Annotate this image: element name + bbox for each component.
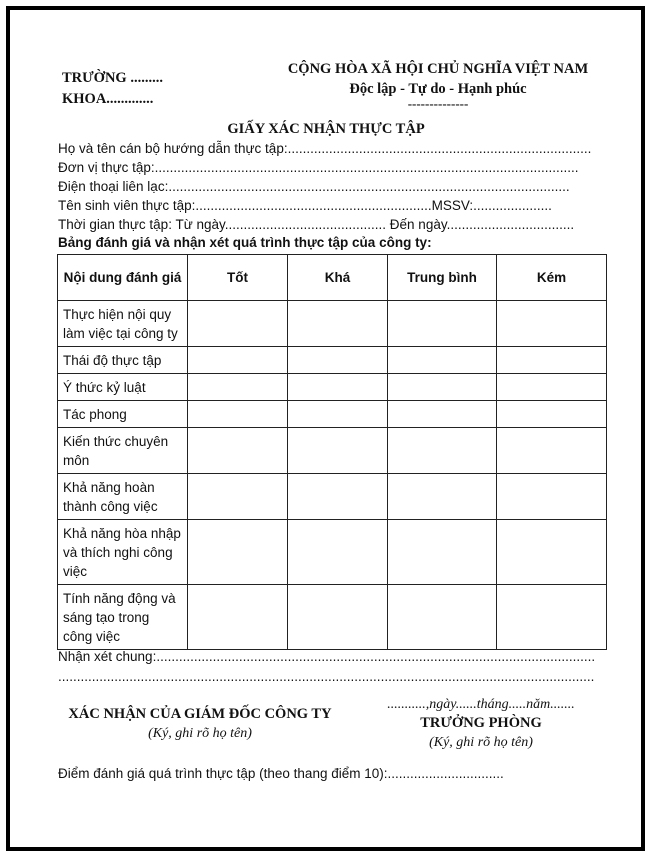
- student-field: Tên sinh viên thực tập:...............................................................MSSV:.....................: [58, 198, 552, 213]
- rating-cell-fair[interactable]: [288, 374, 388, 401]
- criteria-cell: Ý thức kỷ luật: [58, 374, 188, 401]
- supervisor-field: Họ và tên cán bộ hướng dẫn thực tập:.................................................................................: [58, 141, 592, 156]
- criteria-cell: Khả năng hòa nhập và thích nghi công việc: [58, 520, 188, 585]
- rating-cell-good[interactable]: [188, 474, 288, 520]
- header-average: Trung bình: [388, 255, 497, 301]
- criteria-cell: Tác phong: [58, 401, 188, 428]
- general-comment-field: Nhận xét chung:.....................................................................................................................: [58, 649, 596, 664]
- rating-cell-poor[interactable]: [497, 301, 607, 347]
- period-field: Thời gian thực tập: Từ ngày........................................... Đến ngày..................................: [58, 217, 575, 232]
- document-title: GIẤY XÁC NHẬN THỰC TẬP: [227, 121, 425, 137]
- rating-cell-average[interactable]: [388, 401, 497, 428]
- motto-separator: --------------: [407, 96, 469, 111]
- department-head-title: TRƯỞNG PHÒNG: [420, 715, 542, 731]
- header-poor: Kém: [497, 255, 607, 301]
- rating-cell-good[interactable]: [188, 585, 288, 650]
- rating-cell-good[interactable]: [188, 347, 288, 374]
- rating-cell-poor[interactable]: [497, 585, 607, 650]
- header-good: Tốt: [188, 255, 288, 301]
- director-confirmation-title: XÁC NHẬN CỦA GIÁM ĐỐC CÔNG TY: [68, 706, 332, 722]
- faculty-line: KHOA.............: [62, 91, 154, 107]
- rating-cell-poor[interactable]: [497, 428, 607, 474]
- table-row: [58, 474, 607, 520]
- criteria-cell: Tính năng động và sáng tạo trong công việc: [58, 585, 188, 650]
- rating-cell-average[interactable]: [388, 374, 497, 401]
- criteria-cell: Thực hiện nội quy làm việc tại công ty: [58, 301, 188, 347]
- table-row: [58, 401, 607, 428]
- rating-cell-fair[interactable]: [288, 401, 388, 428]
- rating-cell-average[interactable]: [388, 585, 497, 650]
- national-title: CỘNG HÒA XÃ HỘI CHỦ NGHĨA VIỆT NAM: [287, 61, 589, 77]
- rating-cell-average[interactable]: [388, 474, 497, 520]
- evaluation-table: [57, 254, 607, 650]
- rating-cell-average[interactable]: [388, 428, 497, 474]
- header-criteria: Nội dung đánh giá: [58, 255, 188, 301]
- rating-cell-good[interactable]: [188, 428, 288, 474]
- rating-cell-fair[interactable]: [288, 428, 388, 474]
- rating-cell-average[interactable]: [388, 520, 497, 585]
- rating-cell-fair[interactable]: [288, 520, 388, 585]
- rating-cell-poor[interactable]: [497, 374, 607, 401]
- department-head-signature-note: (Ký, ghi rõ họ tên): [429, 735, 533, 750]
- score-field: Điểm đánh giá quá trình thực tập (theo thang điểm 10):...............................: [58, 766, 504, 781]
- rating-cell-fair[interactable]: [288, 347, 388, 374]
- criteria-cell: Thái độ thực tập: [58, 347, 188, 374]
- table-row: [58, 301, 607, 347]
- rating-cell-good[interactable]: [188, 374, 288, 401]
- general-comment-continuation: ...............................................................................................................................................: [58, 669, 595, 684]
- table-row: [58, 374, 607, 401]
- rating-cell-poor[interactable]: [497, 347, 607, 374]
- school-line: TRƯỜNG .........: [62, 70, 163, 86]
- director-signature-note: (Ký, ghi rõ họ tên): [148, 726, 252, 741]
- phone-field: Điện thoại liên lạc:...........................................................................................................: [58, 179, 570, 194]
- signature-date-line: ...........,ngày......tháng.....năm.......: [387, 697, 575, 712]
- rating-cell-fair[interactable]: [288, 474, 388, 520]
- criteria-cell: Kiến thức chuyên môn: [58, 428, 188, 474]
- rating-cell-poor[interactable]: [497, 520, 607, 585]
- rating-cell-good[interactable]: [188, 301, 288, 347]
- table-row: [58, 428, 607, 474]
- table-row: [58, 585, 607, 650]
- unit-field: Đơn vị thực tập:.................................................................................................................: [58, 160, 579, 175]
- national-motto: Độc lập - Tự do - Hạnh phúc: [349, 81, 527, 97]
- rating-cell-average[interactable]: [388, 347, 497, 374]
- rating-cell-good[interactable]: [188, 520, 288, 585]
- table-heading: Bảng đánh giá và nhận xét quá trình thực tập của công ty:: [58, 235, 432, 250]
- rating-cell-average[interactable]: [388, 301, 497, 347]
- rating-cell-good[interactable]: [188, 401, 288, 428]
- rating-cell-poor[interactable]: [497, 401, 607, 428]
- rating-cell-fair[interactable]: [288, 301, 388, 347]
- criteria-cell: Khả năng hoàn thành công việc: [58, 474, 188, 520]
- rating-cell-fair[interactable]: [288, 585, 388, 650]
- table-header-row: [58, 255, 607, 301]
- header-fair: Khá: [288, 255, 388, 301]
- table-row: [58, 347, 607, 374]
- rating-cell-poor[interactable]: [497, 474, 607, 520]
- table-row: [58, 520, 607, 585]
